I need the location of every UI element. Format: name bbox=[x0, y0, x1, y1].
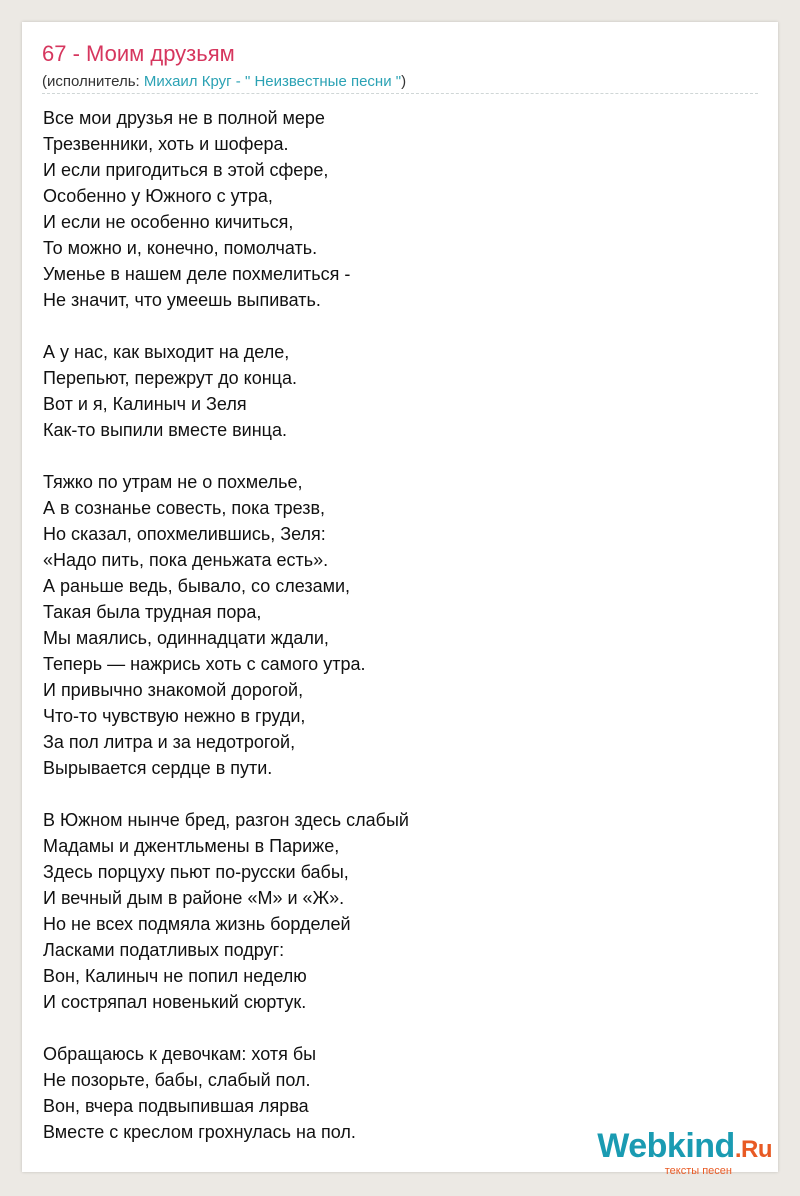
lyric-line: Перепьют, пережрут до конца. bbox=[43, 368, 297, 388]
lyric-line: Не значит, что умеешь выпивать. bbox=[43, 290, 321, 310]
lyric-line: Но не всех подмяла жизнь борделей bbox=[43, 914, 351, 934]
lyric-line: Уменье в нашем деле похмелиться - bbox=[43, 264, 351, 284]
lyric-line: Мадамы и джентльмены в Париже, bbox=[43, 836, 340, 856]
logo-main-text: Webkind bbox=[597, 1127, 735, 1165]
header-divider bbox=[42, 93, 758, 94]
lyric-line: Вот и я, Калиныч и Зеля bbox=[43, 394, 247, 414]
lyric-line: И если пригодиться в этой сфере, bbox=[43, 160, 329, 180]
lyric-line: В Южном нынче бред, разгон здесь слабый bbox=[43, 810, 409, 830]
lyric-line: Вон, Калиныч не попил неделю bbox=[43, 966, 307, 986]
lyric-line: «Надо пить, пока деньжата есть». bbox=[43, 550, 329, 570]
lyric-line: А у нас, как выходит на деле, bbox=[43, 342, 290, 362]
lyrics-stanza bbox=[43, 807, 743, 1015]
lyric-line: Вон, вчера подвыпившая лярва bbox=[43, 1096, 309, 1116]
lyric-line: Такая была трудная пора, bbox=[43, 602, 262, 622]
lyric-line: Вместе с креслом грохнулась на пол. bbox=[43, 1122, 356, 1142]
lyric-line: Как-то выпили вместе винца. bbox=[43, 420, 287, 440]
lyric-line: Мы маялись, одиннадцати ждали, bbox=[43, 628, 329, 648]
lyric-line: Не позорьте, бабы, слабый пол. bbox=[43, 1070, 311, 1090]
lyrics-body bbox=[43, 105, 743, 1171]
lyric-line: Но сказал, опохмелившись, Зеля: bbox=[43, 524, 326, 544]
lyric-line: Здесь порцуху пьют по-русски бабы, bbox=[43, 862, 349, 882]
lyric-line: Теперь — нажрись хоть с самого утра. bbox=[43, 654, 366, 674]
artist-link[interactable]: Михаил Круг bbox=[143, 73, 232, 90]
site-logo[interactable] bbox=[597, 1128, 772, 1177]
lyric-line: И состряпал новенький сюртук. bbox=[43, 992, 307, 1012]
lyrics-stanza bbox=[43, 469, 743, 781]
lyric-line: То можно и, конечно, помолчать. bbox=[43, 238, 318, 258]
lyrics-stanza bbox=[43, 105, 743, 313]
lyric-line: Трезвенники, хоть и шофера. bbox=[43, 134, 289, 154]
lyric-line: За пол литра и за недотрогой, bbox=[43, 732, 296, 752]
lyric-line: И привычно знакомой дорогой, bbox=[43, 680, 304, 700]
album-link[interactable]: " Неизвестные песни " bbox=[244, 73, 402, 90]
lyric-line: И вечный дым в районе «М» и «Ж». bbox=[43, 888, 345, 908]
byline-separator: - bbox=[231, 73, 245, 90]
lyric-line: Обращаюсь к девочкам: хотя бы bbox=[43, 1044, 317, 1064]
lyric-line: Особенно у Южного с утра, bbox=[43, 186, 273, 206]
lyric-line: Все мои друзья не в полной мере bbox=[43, 108, 325, 128]
byline-suffix: ) bbox=[401, 73, 407, 90]
lyrics-stanza bbox=[43, 339, 743, 443]
song-title: 67 - Моим друзьям bbox=[42, 41, 235, 66]
byline bbox=[42, 73, 406, 90]
lyric-line: А раньше ведь, бывало, со слезами, bbox=[43, 576, 351, 596]
lyric-line: И если не особенно кичиться, bbox=[43, 212, 294, 232]
lyric-line: Тяжко по утрам не о похмелье, bbox=[43, 472, 303, 492]
lyric-line: А в сознанье совесть, пока трезв, bbox=[43, 498, 326, 518]
lyric-line: Что-то чувствую нежно в груди, bbox=[43, 706, 306, 726]
lyric-line: Ласками податливых подруг: bbox=[43, 940, 285, 960]
logo-tagline: тексты песен bbox=[664, 1165, 732, 1177]
byline-prefix: (исполнитель: bbox=[42, 73, 144, 90]
logo-wordmark bbox=[597, 1128, 772, 1168]
logo-suffix: .Ru bbox=[734, 1136, 772, 1163]
lyric-line: Вырывается сердце в пути. bbox=[43, 758, 273, 778]
